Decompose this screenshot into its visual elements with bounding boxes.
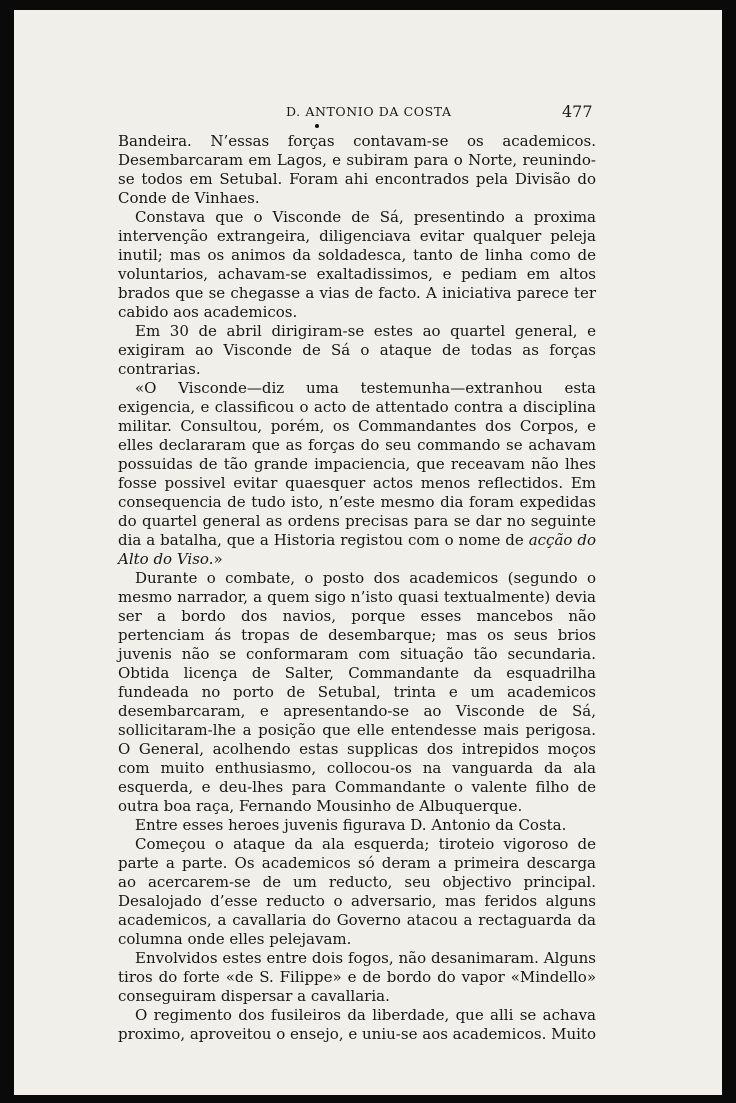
paragraph-9: O regimento dos fusileiros da liberdade, que alli se achava proximo, aproveitou o ensejo, e uniu-se aos academicos. Muito <box>118 1006 596 1043</box>
header-title: D. ANTONIO DA COSTA <box>286 104 452 119</box>
body-text <box>118 132 596 1044</box>
paragraph-2: Constava que o Visconde de Sá, presentindo a proxima intervenção extrangeira, diligenciava evitar qualquer peleja inutil; mas os animos da soldadesca, tanto de linha como de voluntarios, achavam-se exaltadissimos, e pediam em altos brados que se chegasse a vias de facto. A iniciativa parece ter cabido aos academicos. <box>118 208 596 321</box>
page-number: 477 <box>562 102 593 121</box>
ornament-dot <box>315 124 319 128</box>
book-page <box>14 10 722 1095</box>
paragraph-8: Envolvidos estes entre dois fogos, não desanimaram. Alguns tiros do forte «de S. Filippe» e de bordo do vapor «Mindello» conseguiram dispersar a cavallaria. <box>118 949 596 1005</box>
paragraph-5: Durante o combate, o posto dos academicos (segundo o mesmo narrador, a quem sigo n’isto quasi textualmente) devia ser a bordo dos navios, porque esses mancebos não pertenciam ás tropas de desembarque; mas os seus brios juvenis não se conformaram com situação tão secundaria. Obtida licença de Salter, Commandante da esquadrilha fundeada no porto de Setubal, trinta e um academicos desembarcaram, e apresentando-se ao Visconde de Sá, sollicitaram-lhe a posição que elle entendesse mais perigosa. O General, acolhendo estas supplicas dos intrepidos moços com muito enthusiasmo, collocou-os na vanguarda da ala esquerda, e deu-lhes para Commandante o valente filho de outra boa raça, Fernando Mousinho de Albuquerque. <box>118 569 596 815</box>
quote-text: «O Visconde—diz uma testemunha—extranhou esta exigencia, e classificou o acto de attentado contra a disciplina militar. Consultou, porém, os Commandantes dos Corpos, e elles declararam que as forças do seu commando se achavam possuidas de tão grande impaciencia, que receavam não lhes fosse possivel evitar quaesquer actos menos reflectidos. Em consequencia de tudo isto, n’este mesmo dia foram expedidas do quartel general as ordens precisas para se dar no seguinte dia a batalha, que a Historia registou com o nome de <box>118 379 596 549</box>
paragraph-4-quote <box>118 379 596 569</box>
quote-close: » <box>213 550 223 568</box>
quote-italic-title: acção do Alto do Viso. <box>118 531 596 568</box>
paragraph-7: Começou o ataque da ala esquerda; tiroteio vigoroso de parte a parte. Os academicos só deram a primeira descarga ao acercarem-se de um reducto, seu objectivo principal. Desalojado d’esse reducto o adversario, mas feridos alguns academicos, a cavallaria do Governo atacou a rectaguarda da columna onde elles pelejavam. <box>118 835 596 948</box>
paragraph-1: Bandeira. N’essas forças contavam-se os academicos. Desembarcaram em Lagos, e subiram para o Norte, reunindo-se todos em Setubal. Foram ahi encontrados pela Divisão do Conde de Vinhaes. <box>118 132 596 207</box>
paragraph-3: Em 30 de abril dirigiram-se estes ao quartel general, e exigiram ao Visconde de Sá o ataque de todas as forças contrarias. <box>118 322 596 378</box>
paragraph-6: Entre esses heroes juvenis figurava D. Antonio da Costa. <box>135 816 567 834</box>
